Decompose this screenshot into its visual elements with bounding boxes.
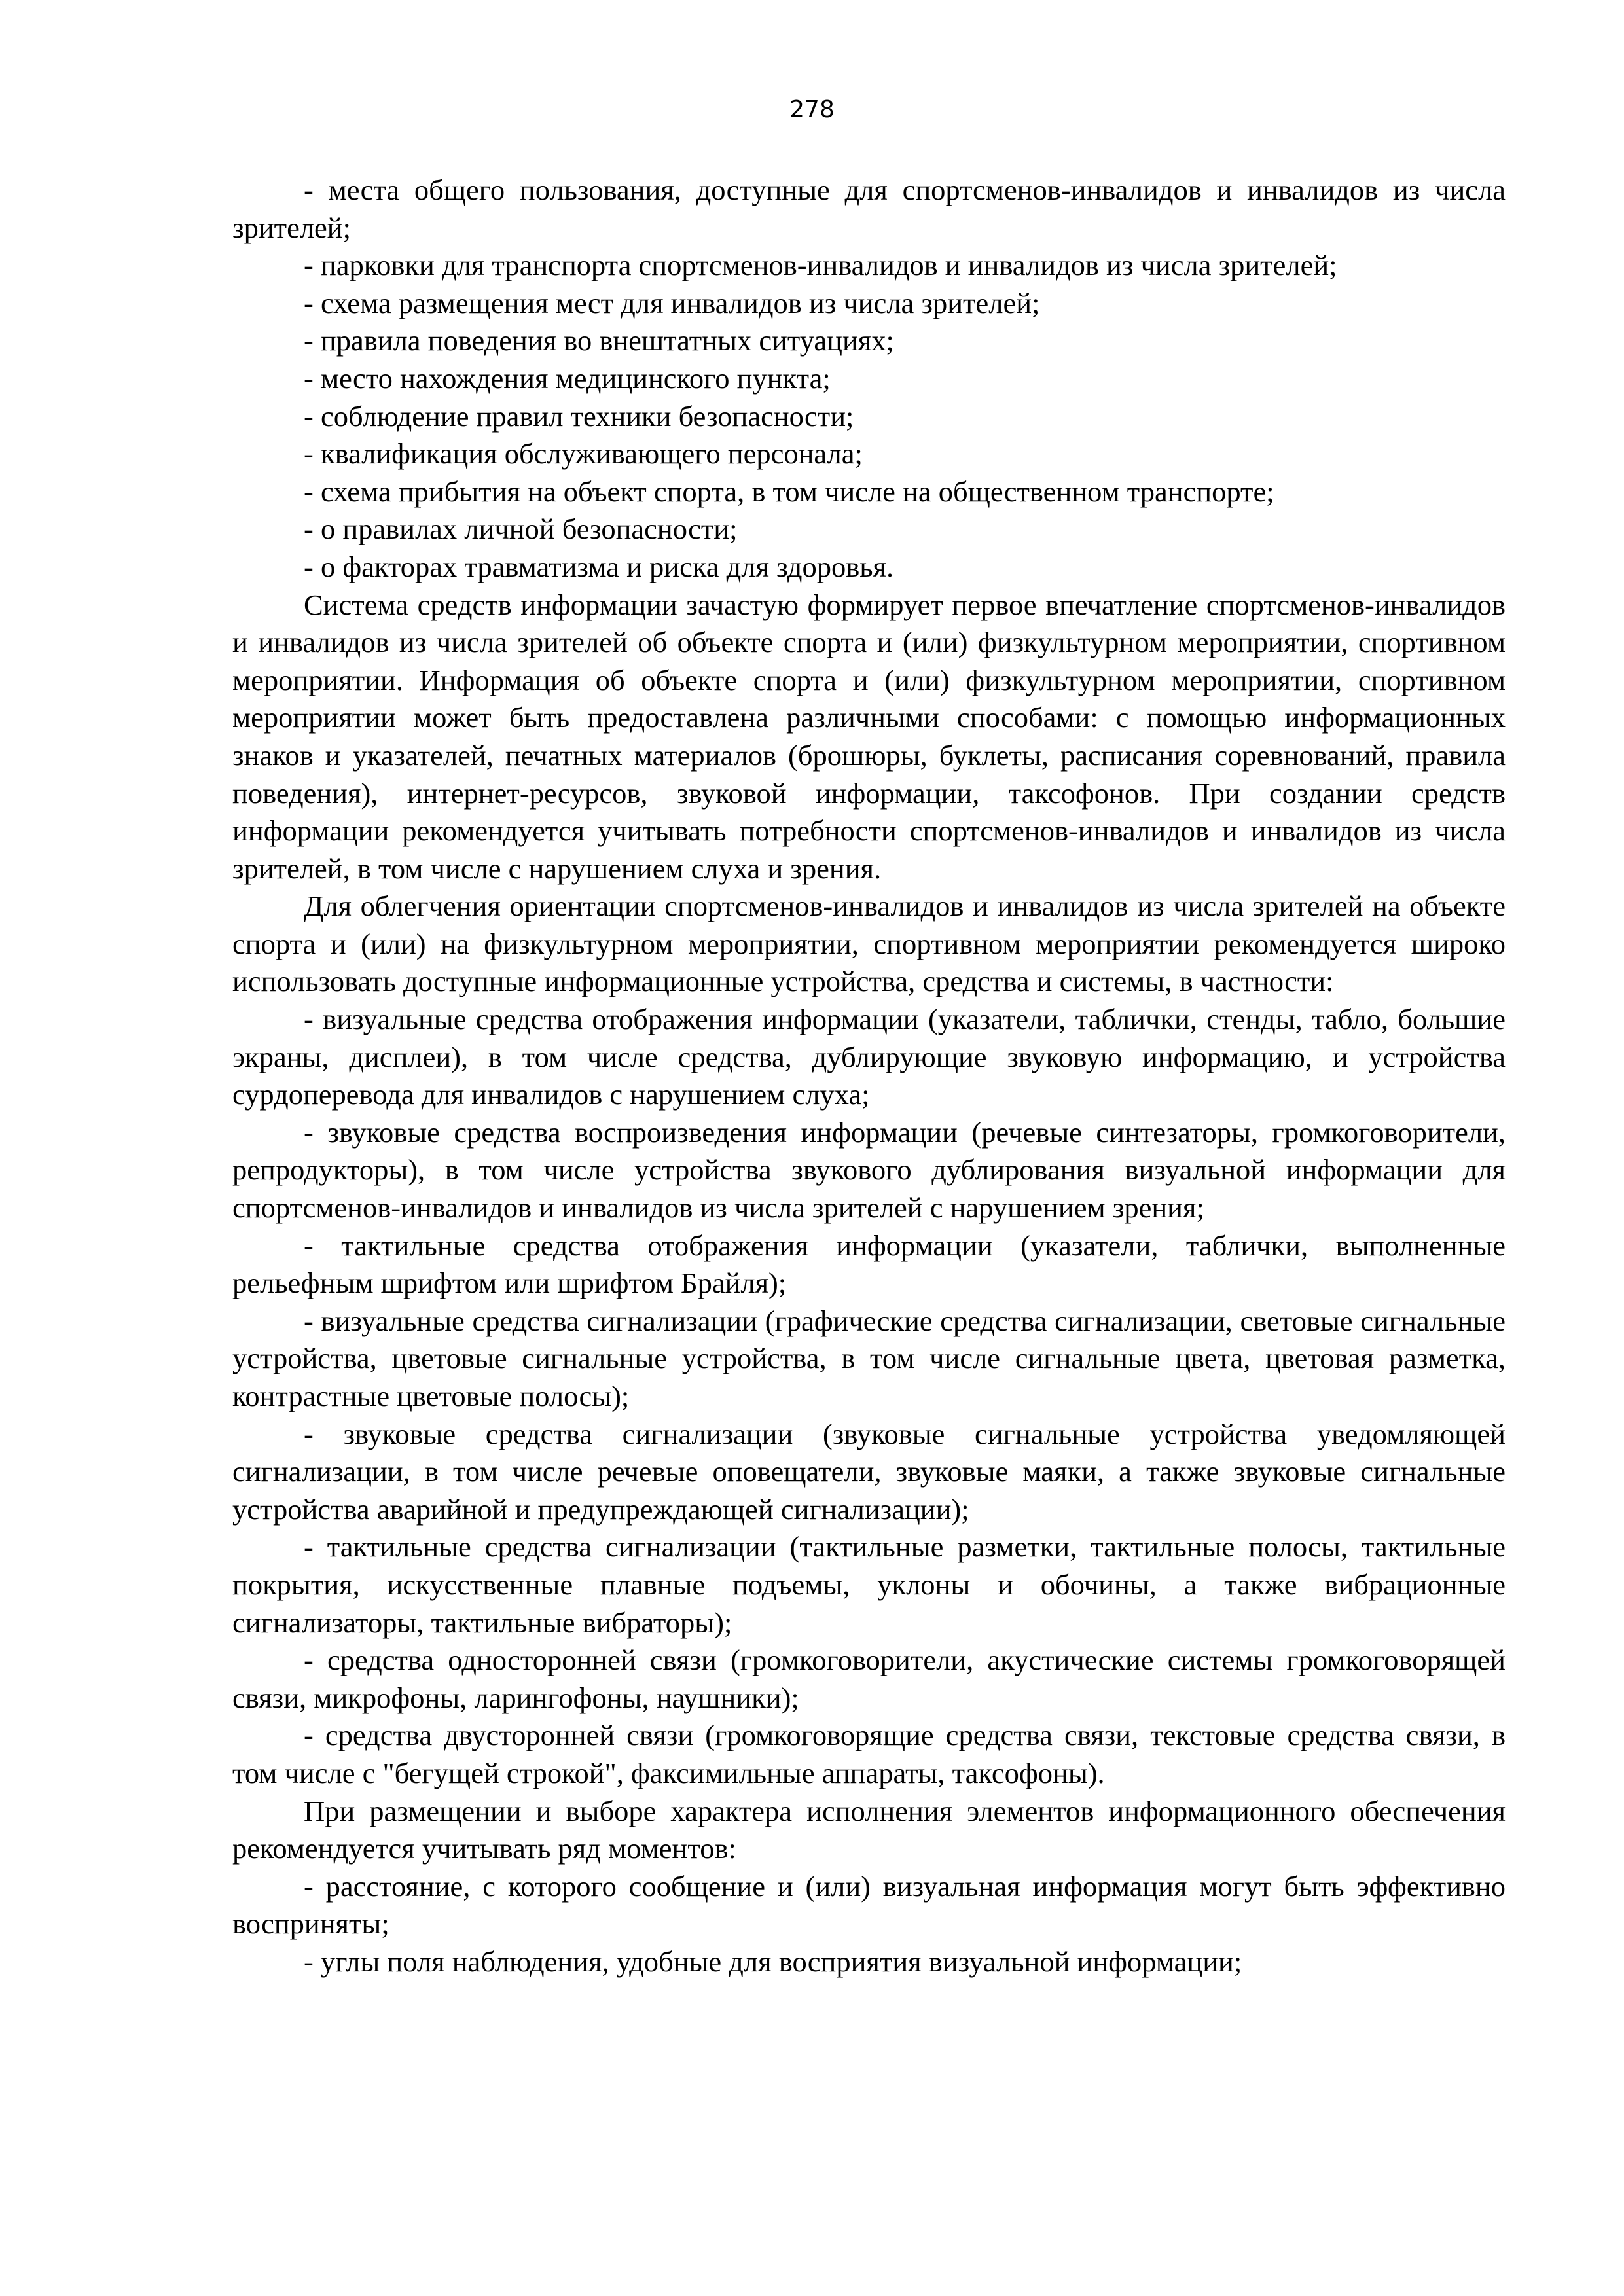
paragraph: - тактильные средства сигнализации (тактильные разметки, тактильные полосы, тактильные покрытия, искусственные плавные подъемы, уклоны и обочины, а также вибрационные сигнализаторы, тактильные вибраторы); [232, 1530, 1506, 1639]
paragraph: - правила поведения во внештатных ситуациях; [304, 324, 894, 357]
paragraph: - средства односторонней связи (громкоговорители, акустические системы громкоговорящей связи, микрофоны, ларингофоны, наушники); [232, 1643, 1506, 1714]
paragraph: - соблюдение правил техники безопасности; [304, 399, 854, 433]
paragraph: - квалификация обслуживающего персонала; [304, 437, 863, 471]
page-number: 278 [789, 96, 835, 123]
paragraph: - звуковые средства сигнализации (звуковые сигнальные устройства уведомляющей сигнализации, в том числе речевые оповещатели, звуковые маяки, а также звуковые сигнальные устройства аварийной и предупреждающей сигнализации); [232, 1417, 1506, 1526]
paragraph: При размещении и выборе характера исполнения элементов информационного обеспечения рекомендуется учитывать ряд моментов: [232, 1794, 1506, 1865]
paragraph: - о факторах травматизма и риска для здоровья. [304, 550, 894, 583]
paragraph: - места общего пользования, доступные для спортсменов-инвалидов и инвалидов из числа зрителей; [232, 173, 1506, 244]
paragraph: - углы поля наблюдения, удобные для восприятия визуальной информации; [304, 1945, 1242, 1978]
paragraph: - схема прибытия на объект спорта, в том числе на общественном транспорте; [304, 475, 1274, 508]
paragraph: - визуальные средства отображения информации (указатели, таблички, стенды, табло, большие экраны, дисплеи), в том числе средства, дублирующие звуковую информацию, и устройства сурдоперевода для инвалидов с нарушением слуха; [232, 1003, 1506, 1111]
paragraph: - расстояние, с которого сообщение и (или) визуальная информация могут быть эффективно восприняты; [232, 1869, 1506, 1941]
document-body [232, 171, 1506, 1981]
paragraph: - место нахождения медицинского пункта; [304, 361, 831, 395]
paragraph: - тактильные средства отображения информации (указатели, таблички, выполненные рельефным шрифтом или шрифтом Брайля); [232, 1229, 1506, 1300]
paragraph: - парковки для транспорта спортсменов-инвалидов и инвалидов из числа зрителей; [304, 249, 1337, 282]
paragraph: - визуальные средства сигнализации (графические средства сигнализации, световые сигнальные устройства, цветовые сигнальные устройства, в том числе сигнальные цвета, цветовая разметка, контрастные цветовые полосы); [232, 1304, 1506, 1412]
paragraph: - средства двусторонней связи (громкоговорящие средства связи, текстовые средства связи, в том числе с "бегущей строкой", факсимильные аппараты, таксофоны). [232, 1719, 1506, 1789]
paragraph: Для облегчения ориентации спортсменов-инвалидов и инвалидов из числа зрителей на объекте спорта и (или) на физкультурном мероприятии, спортивном мероприятии рекомендуется широко использовать доступные информационные устройства, средства и системы, в частности: [232, 889, 1506, 998]
paragraph: - звуковые средства воспроизведения информации (речевые синтезаторы, громкоговорители, репродукторы), в том числе устройства звукового дублирования визуальной информации для спортсменов-инвалидов и инвалидов из числа зрителей с нарушением зрения; [232, 1115, 1506, 1225]
paragraph: - схема размещения мест для инвалидов из числа зрителей; [304, 286, 1040, 319]
paragraph: Система средств информации зачастую формирует первое впечатление спортсменов-инвалидов и инвалидов из числа зрителей об объекте спорта и (или) физкультурном мероприятии, спортивном мероприятии. Информация об объекте спорта и (или) физкультурном мероприятии, спортивном мероприятии может быть предоставлена различными способами: с помощью информационных знаков и указателей, печатных материалов (брошюры, буклеты, расписания соревнований, правила поведения), интернет-ресурсов, звуковой информации, таксофонов. При создании средств информации рекомендуется учитывать потребности спортсменов-инвалидов и инвалидов из числа зрителей, в том числе с нарушением слуха и зрения. [232, 588, 1506, 885]
paragraph: - о правилах личной безопасности; [304, 512, 738, 546]
